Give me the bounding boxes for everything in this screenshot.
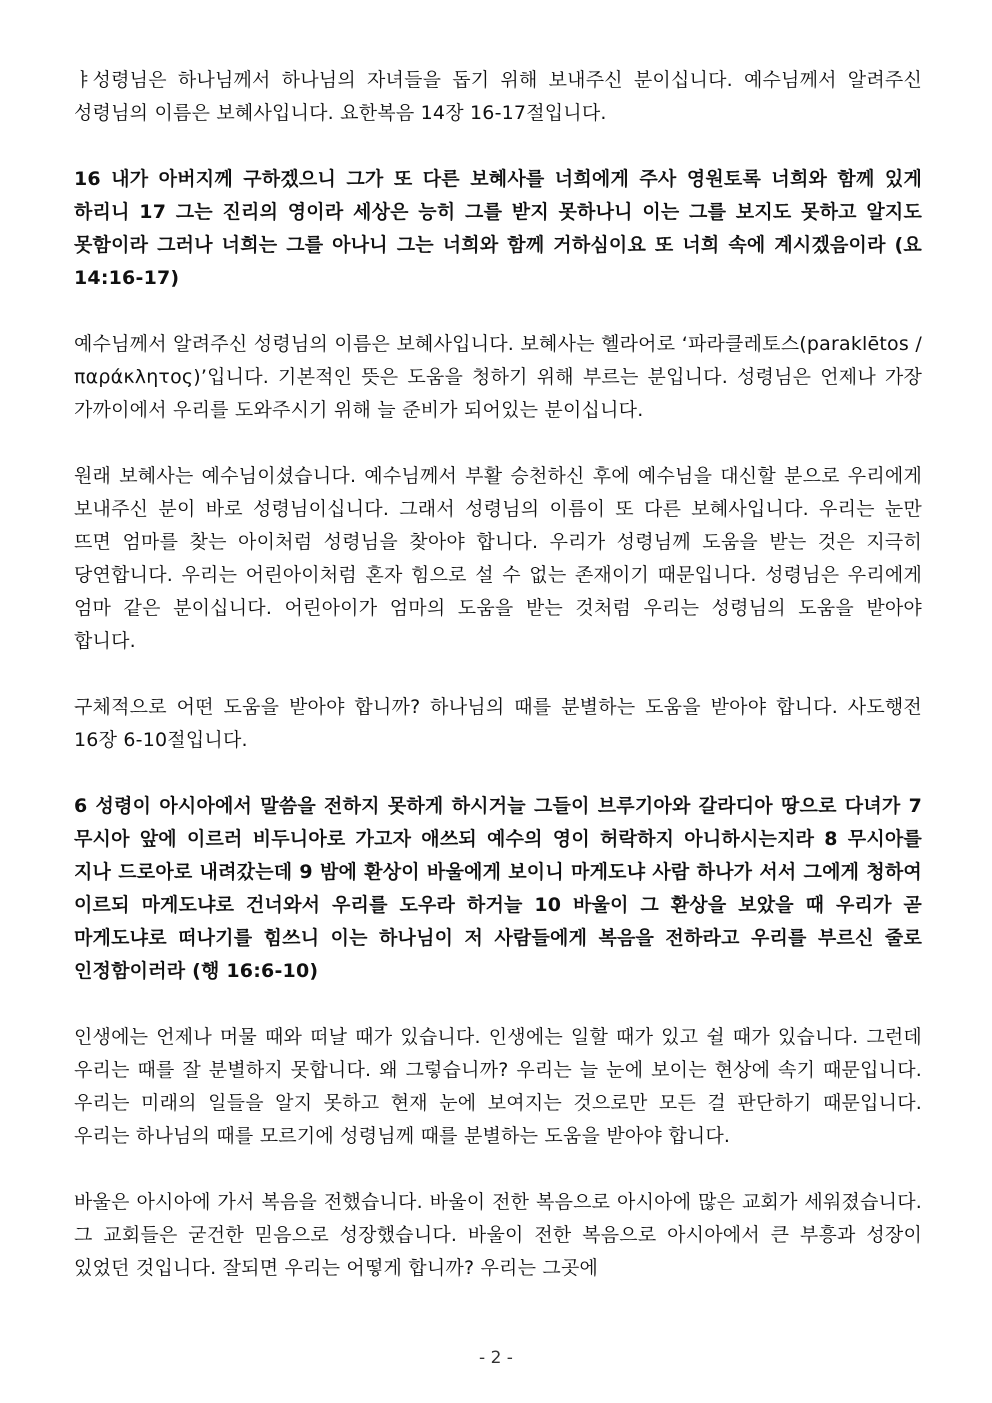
paragraph-gap <box>74 757 922 790</box>
scripture-quote: 16 내가 아버지께 구하겠으니 그가 또 다른 보혜사를 너희에게 주사 영원토록 너희와 함께 있게 하리니 17 그는 진리의 영이라 세상은 능히 그를 받지 못하나니 이는 그를 보지도 못하고 알지도 못함이라 그러나 너희는 그를 아나니 그는 너희와 함께 거하심이요 또 너희 속에 계시겠음이라 (요 14:16-17) <box>74 168 922 289</box>
paragraph-gap <box>74 658 922 691</box>
paragraph-gap <box>74 427 922 460</box>
page-number: - 2 - <box>479 1348 513 1368</box>
scripture-quote: 6 성령이 아시아에서 말씀을 전하지 못하게 하시거늘 그들이 브루기아와 갈라디아 땅으로 다녀가 7 무시아 앞에 이르러 비두니아로 가고자 애쓰되 예수의 영이 허락하지 아니하시는지라 8 무시아를 지나 드로아로 내려갔는데 9 밤에 환상이 바울에게 보이니 마게도냐 사람 하나가 서서 그에게 청하여 이르되 마게도냐로 건너와서 우리를 도우라 하거늘 10 바울이 그 환상을 보았을 때 우리가 곧 마게도냐로 떠나기를 힘쓰니 이는 하나님이 저 사람들에게 복음을 전하라고 우리를 부르신 줄로 인정함이러라 (행 16:6-10) <box>74 795 922 982</box>
paragraph: 원래 보혜사는 예수님이셨습니다. 예수님께서 부활 승천하신 후에 예수님을 대신할 분으로 우리에게 보내주신 분이 바로 성령님이십니다. 그래서 성령님의 이름이 또 다른 보혜사입니다. 우리는 눈만 뜨면 엄마를 찾는 아이처럼 성령님을 찾아야 합니다. 우리가 성령님께 도움을 받는 것은 지극히 당연합니다. 우리는 어린아이처럼 혼자 힘으로 설 수 없는 존재이기 때문입니다. 성령님은 우리에게 엄마 같은 분이십니다. 어린아이가 엄마의 도움을 받는 것처럼 우리는 성령님의 도움을 받아야 합니다. <box>74 465 922 652</box>
paragraph-gap <box>74 1153 922 1186</box>
paragraph: 구체적으로 어떤 도움을 받아야 합니까? 하나님의 때를 분별하는 도움을 받아야 합니다. 사도행전 16장 6-10절입니다. <box>74 696 922 751</box>
paragraph-gap <box>74 295 922 328</box>
document-body <box>74 64 922 1285</box>
paragraph: 예수님께서 알려주신 성령님의 이름은 보혜사입니다. 보혜사는 헬라어로 ‘파라클레토스(paraklētos / παράκλητος)’입니다. 기본적인 뜻은 도움을 청하기 위해 부르는 분입니다. 성령님은 언제나 가장 가까이에서 우리를 도와주시기 위해 늘 준비가 되어있는 분이십니다. <box>74 333 922 421</box>
paragraph: 인생에는 언제나 머물 때와 떠날 때가 있습니다. 인생에는 일할 때가 있고 쉴 때가 있습니다. 그런데 우리는 때를 잘 분별하지 못합니다. 왜 그렇습니까? 우리는 늘 눈에 보이는 현상에 속기 때문입니다. 우리는 미래의 일들을 알지 못하고 현재 눈에 보여지는 것으로만 모든 걸 판단하기 때문입니다. 우리는 하나님의 때를 모르기에 성령님께 때를 분별하는 도움을 받아야 합니다. <box>74 1026 922 1147</box>
paragraph-gap <box>74 988 922 1021</box>
paragraph: ㅑ성령님은 하나님께서 하나님의 자녀들을 돕기 위해 보내주신 분이십니다. 예수님께서 알려주신 성령님의 이름은 보혜사입니다. 요한복음 14장 16-17절입니다. <box>74 69 922 124</box>
paragraph-gap <box>74 130 922 163</box>
paragraph: 바울은 아시아에 가서 복음을 전했습니다. 바울이 전한 복음으로 아시아에 많은 교회가 세워졌습니다. 그 교회들은 굳건한 믿음으로 성장했습니다. 바울이 전한 복음으로 아시아에서 큰 부흥과 성장이 있었던 것입니다. 잘되면 우리는 어떻게 합니까? 우리는 그곳에 <box>74 1191 922 1279</box>
